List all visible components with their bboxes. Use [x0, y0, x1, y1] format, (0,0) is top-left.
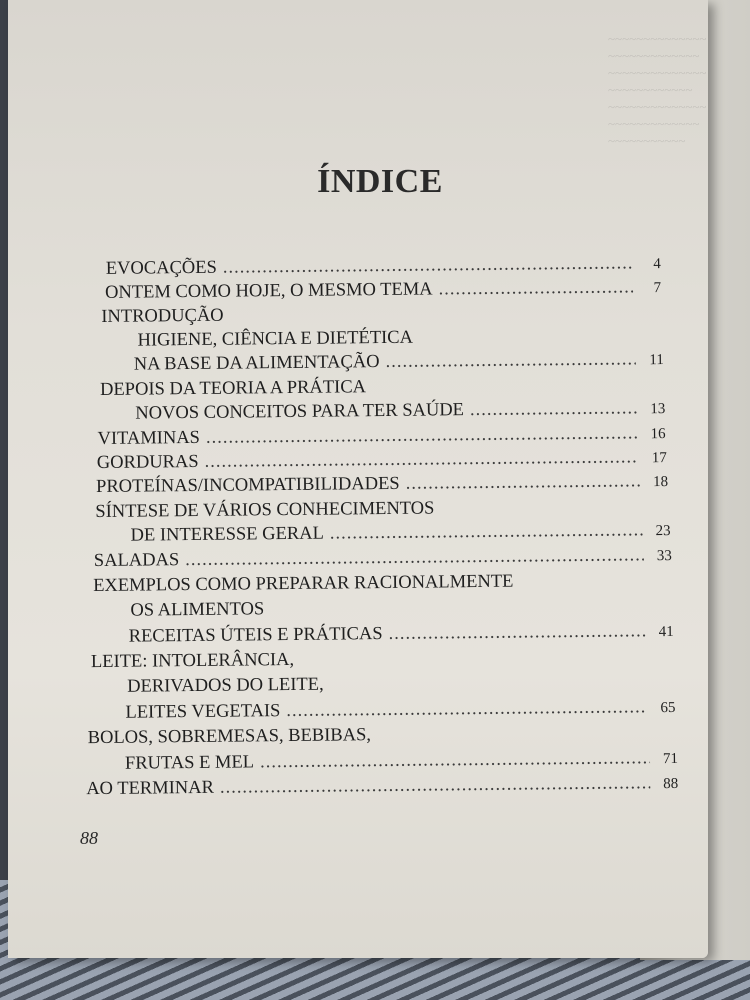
toc-entry [101, 306, 224, 328]
toc-entry-label: DE INTERESSE GERAL [130, 523, 324, 546]
toc-entry-label: FRUTAS E MEL [124, 752, 255, 774]
toc-entry [130, 599, 264, 621]
leader-dots [438, 277, 633, 300]
toc-entry-label: SALADAS [93, 550, 180, 572]
toc-entry [95, 498, 434, 523]
toc-entry-page: 11 [649, 352, 664, 369]
toc-entry-page: 65 [660, 699, 676, 717]
toc-entry [94, 545, 672, 572]
toc-entry-page: 7 [653, 280, 662, 297]
toc-entry [129, 621, 674, 648]
toc-entry-label: DERIVADOS DO LEITE, [127, 674, 324, 697]
toc-entry-page: 71 [662, 750, 679, 768]
toc-entry-label: INTRODUÇÃO [101, 305, 224, 327]
toc-entry-page: 88 [663, 775, 679, 793]
toc-entry-page: 13 [650, 401, 666, 418]
toc-entry [93, 572, 513, 597]
toc-entry-page: 17 [651, 450, 667, 467]
toc-entry [125, 697, 675, 724]
leader-dots [223, 253, 633, 278]
toc-entry-page: 4 [653, 256, 661, 273]
leader-dots [385, 349, 635, 373]
toc-entry-label: SÍNTESE DE VÁRIOS CONHECIMENTOS [95, 498, 435, 523]
toc-entry-label: LEITES VEGETAIS [125, 701, 281, 723]
toc-entry [97, 447, 667, 474]
show-through-text: ~~~~~~~~~~~~~~ ~~~~~~~~~~~~~ ~~~~~~~~~~~~~~ ~~~~~~~~~~~~ ~~~~~~~~~~~~~~ ~~~~~~~~~~~~~ ~~~~~~~~~~~ [608, 31, 707, 148]
toc-entry [134, 349, 664, 376]
toc-entry-label: NA BASE DA ALIMENTAÇÃO [133, 352, 380, 375]
page-number: 88 [80, 828, 98, 848]
toc-entry [88, 725, 371, 749]
toc-entry-label: LEITE: INTOLERÂNCIA, [90, 649, 295, 673]
leader-dots [260, 748, 650, 773]
toc-entry-label: BOLOS, SOBREMESAS, BEBIBAS, [87, 725, 372, 749]
toc-entry [125, 748, 678, 775]
leader-dots [206, 423, 638, 449]
toc-entry-label: EXEMPLOS COMO PREPARAR RACIONALMENTE [93, 571, 514, 597]
leader-dots [220, 773, 651, 799]
toc-entry [86, 773, 678, 800]
leader-dots [330, 520, 643, 544]
toc-entry-label: EVOCAÇÕES [105, 257, 217, 279]
toc-entry [127, 675, 324, 698]
toc-entry-page: 16 [650, 426, 666, 443]
toc-entry-label: PROTEÍNAS/INCOMPATIBILIDADES [96, 473, 400, 498]
toc-entry-label: VITAMINAS [97, 427, 201, 450]
toc-entry [100, 377, 366, 401]
toc-entry-label: OS ALIMENTOS [130, 599, 265, 621]
toc-entry [105, 277, 661, 304]
toc-entry [91, 650, 294, 673]
toc-entry-label: AO TERMINAR [86, 777, 214, 800]
toc-entry-label: GORDURAS [96, 451, 199, 474]
toc-entry [131, 520, 671, 547]
toc-entry [135, 398, 665, 425]
toc-entry-label: DEPOIS DA TEORIA A PRÁTICA [99, 377, 367, 400]
leader-dots [205, 447, 639, 473]
toc-entry-page: 33 [656, 547, 672, 565]
toc-entry-label: RECEITAS ÚTEIS E PRÁTICAS [128, 624, 383, 647]
page-title: ÍNDICE [317, 163, 443, 200]
toc-entry [96, 471, 668, 498]
leader-dots [406, 471, 641, 494]
toc-entry-label: NOVOS CONCEITOS PARA TER SAÚDE [135, 400, 465, 424]
leader-dots [185, 545, 644, 571]
leader-dots [286, 697, 647, 722]
toc-entry [97, 423, 665, 450]
leader-dots [470, 398, 638, 421]
toc-entry-page: 23 [655, 523, 671, 540]
toc-entry-page: 18 [653, 474, 669, 491]
toc-entry-label: ONTEM COMO HOJE, O MESMO TEMA [104, 279, 433, 303]
toc-entry [106, 253, 661, 280]
toc-entry-page: 41 [658, 623, 674, 641]
toc-entry-label: HIGIENE, CIÊNCIA E DIETÉTICA [137, 327, 414, 351]
leader-dots [388, 621, 645, 645]
toc-entry [137, 328, 413, 352]
